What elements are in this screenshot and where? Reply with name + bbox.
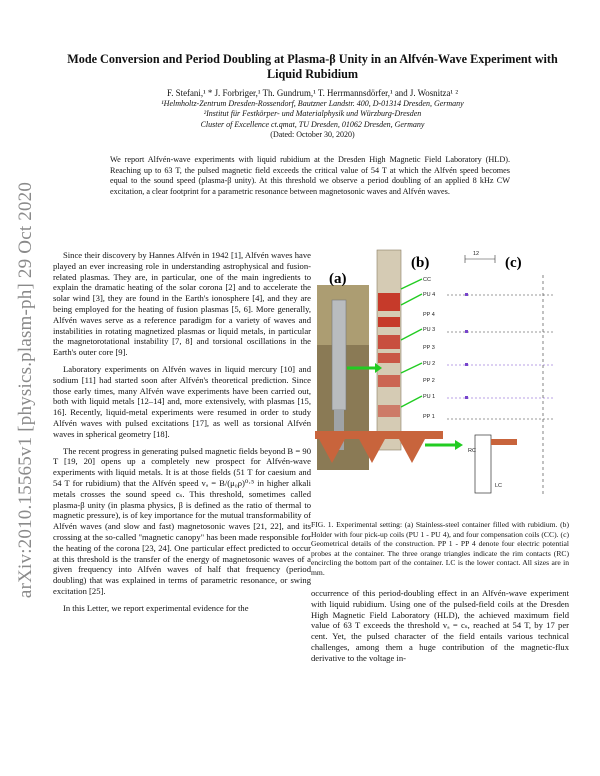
affiliation-3: Cluster of Excellence ct.qmat, TU Dresden, 01062 Dresden, Germany <box>200 119 425 129</box>
rim-contact-drawing <box>491 439 517 445</box>
right-column <box>311 588 569 670</box>
panel-label-c: (c) <box>505 255 522 271</box>
paragraph: Since their discovery by Hannes Alfvén in 1942 [1], Alfvén waves have played an ever increasing role in understanding astrophysical and fusion-related plasmas. They are, in particular, one of the main ingredients to explain the dramatic heating of the solar corona [2] and to accelerate the solar wind [3], they are found in the Earth's ionosphere [4], and they are being employed for the heating of fusion plasmas [5, 6]. More generally, Alfvén waves serve as a reference paradigm for a variety of waves and instabilities in rotating magnetized plasmas or liquid metals, in particular the magnetorotational instability [7, 8] and torsional oscillations in the Earth's outer core [9]. <box>53 250 311 358</box>
left-column <box>53 250 311 620</box>
label-pp4: PP 4 <box>423 312 435 318</box>
geometry-drawing <box>447 255 555 495</box>
paragraph: occurrence of this period-doubling effect in an Alfvén-wave experiment with liquid rubidium. Using one of the pulsed-field coils at the Dresden High Magnetic Field Laboratory (HLD), the achieved maximum field value of 63 T exceeds the threshold vₐ = cₛ, reached at 54 T, by 17 per cent. Yet, the pulsed character of the field entails various technical challenges, among them a huge contribution of the magnetic-flux derivative to the voltage in- <box>311 588 569 663</box>
steel-container <box>332 300 346 410</box>
label-pu2: PU 2 <box>423 361 436 367</box>
affiliations <box>60 99 565 141</box>
label-pp3: PP 3 <box>423 345 435 351</box>
label-pp1: PP 1 <box>423 414 435 420</box>
figure-1-graphic <box>315 245 577 510</box>
figure-caption: FIG. 1. Experimental setting: (a) Stainless-steel container filled with rubidium. (b) Holder with four pick-up coils (PU 1 - PU 4), and four compensation coils (CC). (c) Geometrical details of the construction. PP 1 - PP 4 denote four electric potential probes at the container. The three orange triangles indicate the rim contacts (RC) encircling the bottom part of the container. LC is the lower contact. All sizes are in mm. <box>311 520 569 577</box>
coil-label-group <box>401 277 435 420</box>
affiliation-1: ¹Helmholtz-Zentrum Dresden-Rossendorf, Bautzner Landstr. 400, D-01314 Dresden, Germany <box>161 99 464 108</box>
label-pp2: PP 2 <box>423 378 435 384</box>
label-pu4: PU 4 <box>423 292 436 298</box>
label-cc: CC <box>423 277 431 283</box>
coil-holder <box>377 250 401 450</box>
paragraph: The recent progress in generating pulsed magnetic fields beyond B = 90 T [19, 20] opens up a completely new prospect for Alfvén-wave experiments with liquid metals. It is at those fields (51 T for caesium and 54 T for rubidium) that the Alfvén speed vₐ = B/(μ₀ρ)⁰·⁵ in higher alkali metals crosses the sound speed cₛ. This threshold, sometimes called plasma-β unity (in plasma physics, β is defined as the ratio of thermal to magnetic pressure), is of key importance for the mutual transformability of Alfvén waves (and slow and fast) magnetosonic waves [21, 22], and its crossing at the so-called "magnetic canopy" has been made responsible for the heating of the corona [23, 24]. One particular effect predicted to occur at this threshold is the transfer of the energy of magnetosonic waves of a given frequency into Alfvén waves of half that frequency (period doubling) that was explained in terms of parametric resonance, or swing excitation [25]. <box>53 445 311 596</box>
label-pu1: PU 1 <box>423 394 436 400</box>
rim-contacts <box>315 431 443 463</box>
date-line: (Dated: October 30, 2020) <box>270 130 355 140</box>
arxiv-identifier <box>6 110 46 670</box>
paragraph: In this Letter, we report experimental evidence for the <box>63 602 249 613</box>
paragraph: Laboratory experiments on Alfvén waves in liquid mercury [10] and sodium [11] had started soon after Alfvén's theoretical prediction. Since those early times, many Alfvén wave experiments have been carried out, both with liquid metals [12–14] and, more extensively, with plasmas [15, 16]. Recently, liquid-metal experiments were resumed in order to study Alfvén waves with pulsed excitations [17], as well as torsional Alfvén waves in spherical geometry [18]. <box>53 363 311 439</box>
affiliation-2: ²Institut für Festkörper- und Materialphysik und Würzburg-Dresden <box>203 109 422 119</box>
label-pu3: PU 3 <box>423 327 436 333</box>
label-lc: LC <box>495 483 503 489</box>
abstract: We report Alfvén-wave experiments with liquid rubidium at the Dresden High Magnetic Field Laboratory (HLD). Reaching up to 63 T, the pulsed magnetic field exceeds the critical value of 54 T at which the Alfvén speed becomes equal to the sound speed (plasma-β unity). At this threshold we observe a period doubling of an applied 8 kHz CW excitation, a clear footprint for a parametric resonance between magnetosonic waves and Alfvén waves. <box>110 155 510 196</box>
arxiv-id-text: arXiv:2010.15565v1 [physics.plasm-ph] 29 Oct 2020 <box>15 181 36 599</box>
figure-1 <box>315 245 577 510</box>
paper-title: Mode Conversion and Period Doubling at Plasma-β Unity in an Alfvén-Wave Experiment with Liquid Rubidium <box>67 52 558 81</box>
label-rc: RC <box>468 448 476 454</box>
panel-label-b: (b) <box>411 255 430 271</box>
panel-label-a: (a) <box>329 271 347 287</box>
dimension-label: 12 <box>473 251 480 257</box>
author-list: F. Stefani,¹ * J. Forbriger,¹ Th. Gundrum,¹ T. Herrmannsdörfer,¹ and J. Wosnitza¹ ² <box>167 88 458 98</box>
